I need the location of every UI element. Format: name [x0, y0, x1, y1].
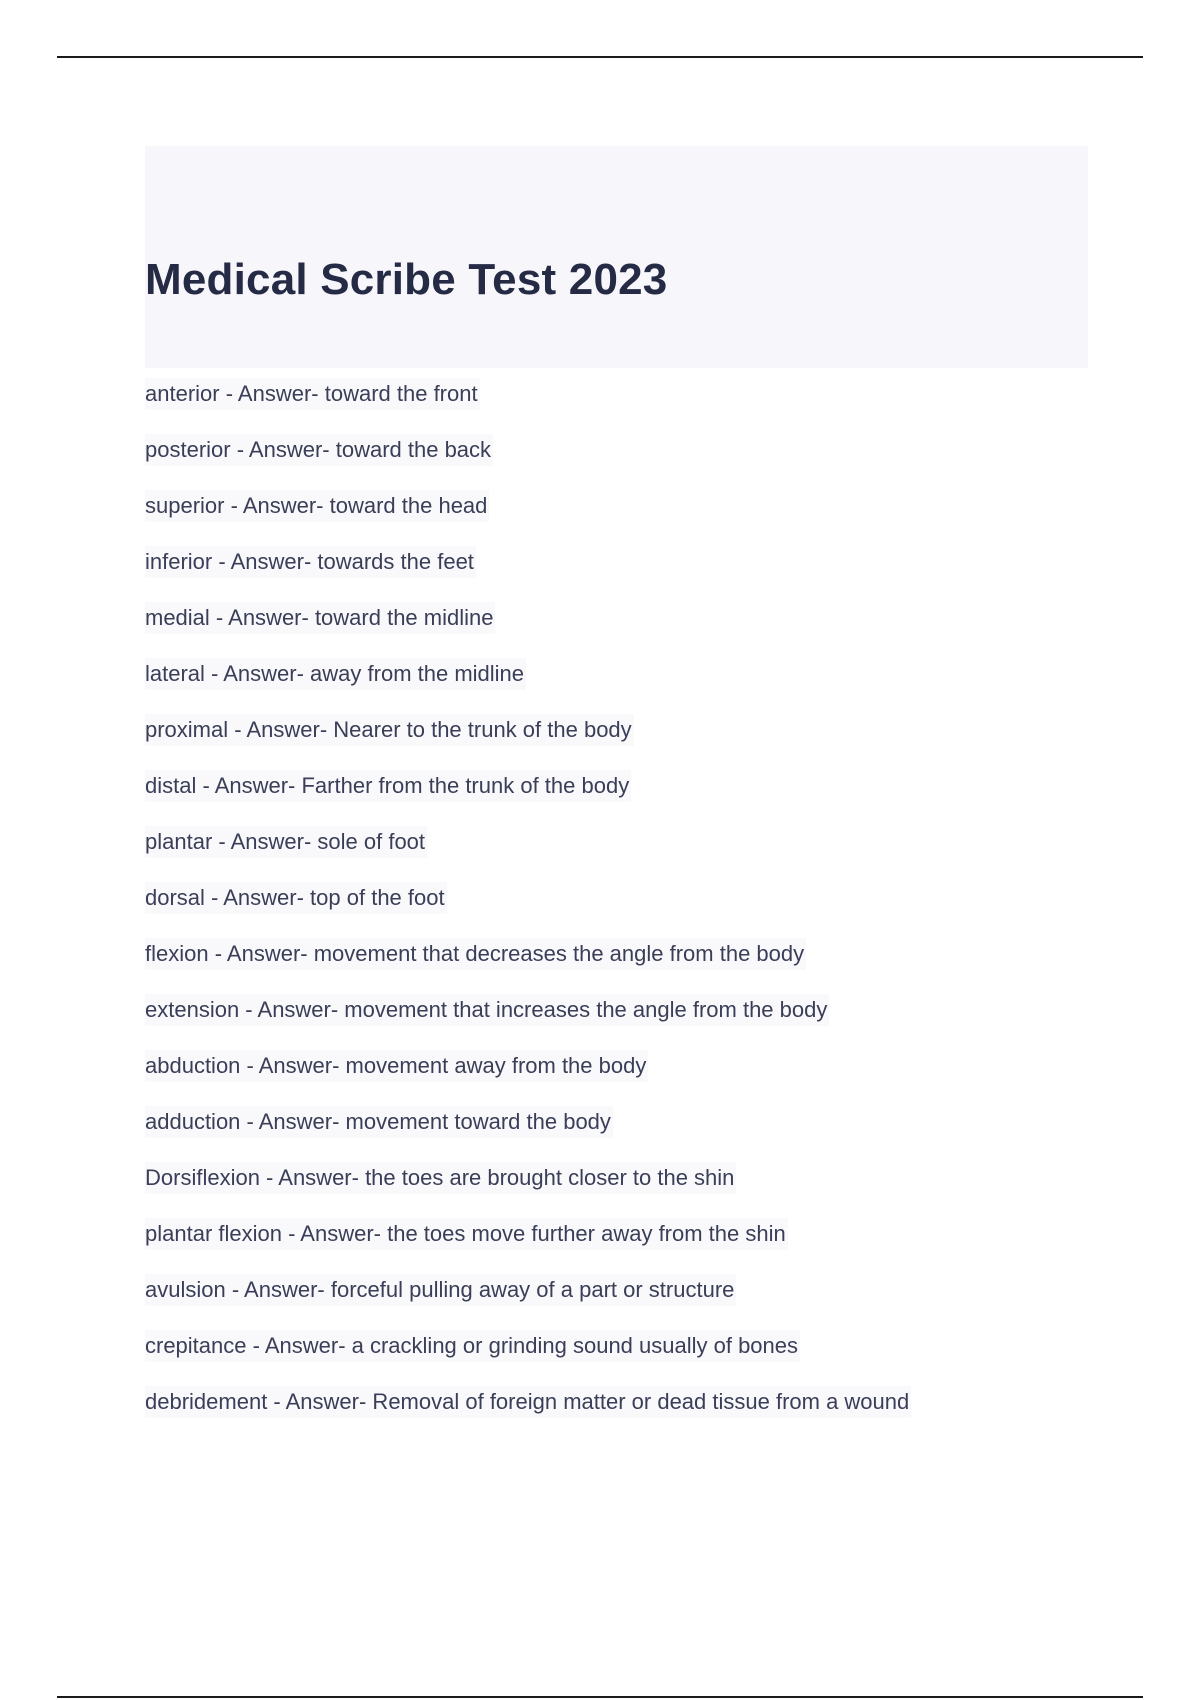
- list-item: [145, 1206, 1105, 1262]
- list-item: [145, 982, 1105, 1038]
- qa-text: superior - Answer- toward the head: [145, 490, 489, 522]
- list-item: [145, 1262, 1105, 1318]
- qa-list: [145, 366, 1105, 1430]
- qa-text: proximal - Answer- Nearer to the trunk of the body: [145, 714, 634, 746]
- list-item: [145, 422, 1105, 478]
- list-item: [145, 702, 1105, 758]
- list-item: [145, 534, 1105, 590]
- list-item: [145, 1374, 1105, 1430]
- list-item: [145, 1150, 1105, 1206]
- qa-text: debridement - Answer- Removal of foreign matter or dead tissue from a wound: [145, 1386, 911, 1418]
- list-item: [145, 758, 1105, 814]
- qa-text: anterior - Answer- toward the front: [145, 378, 480, 410]
- list-item: [145, 590, 1105, 646]
- qa-text: inferior - Answer- towards the feet: [145, 546, 476, 578]
- list-item: [145, 1318, 1105, 1374]
- list-item: [145, 478, 1105, 534]
- qa-text: flexion - Answer- movement that decreases the angle from the body: [145, 938, 806, 970]
- list-item: [145, 870, 1105, 926]
- qa-text: plantar flexion - Answer- the toes move further away from the shin: [145, 1218, 788, 1250]
- list-item: [145, 814, 1105, 870]
- qa-text: avulsion - Answer- forceful pulling away of a part or structure: [145, 1274, 736, 1306]
- list-item: [145, 1038, 1105, 1094]
- qa-text: crepitance - Answer- a crackling or grinding sound usually of bones: [145, 1330, 800, 1362]
- top-rule: [57, 56, 1143, 58]
- qa-text: medial - Answer- toward the midline: [145, 602, 495, 634]
- list-item: [145, 926, 1105, 982]
- qa-text: Dorsiflexion - Answer- the toes are brought closer to the shin: [145, 1162, 736, 1194]
- list-item: [145, 1094, 1105, 1150]
- qa-text: abduction - Answer- movement away from the body: [145, 1050, 648, 1082]
- list-item: [145, 646, 1105, 702]
- qa-text: dorsal - Answer- top of the foot: [145, 882, 447, 914]
- qa-text: adduction - Answer- movement toward the body: [145, 1106, 613, 1138]
- title-block: [145, 146, 1088, 368]
- qa-text: lateral - Answer- away from the midline: [145, 658, 526, 690]
- bottom-rule: [57, 1696, 1143, 1698]
- qa-text: posterior - Answer- toward the back: [145, 434, 493, 466]
- page-title: Medical Scribe Test 2023: [145, 255, 668, 304]
- qa-text: extension - Answer- movement that increases the angle from the body: [145, 994, 829, 1026]
- qa-text: plantar - Answer- sole of foot: [145, 826, 427, 858]
- qa-text: distal - Answer- Farther from the trunk of the body: [145, 770, 631, 802]
- list-item: [145, 366, 1105, 422]
